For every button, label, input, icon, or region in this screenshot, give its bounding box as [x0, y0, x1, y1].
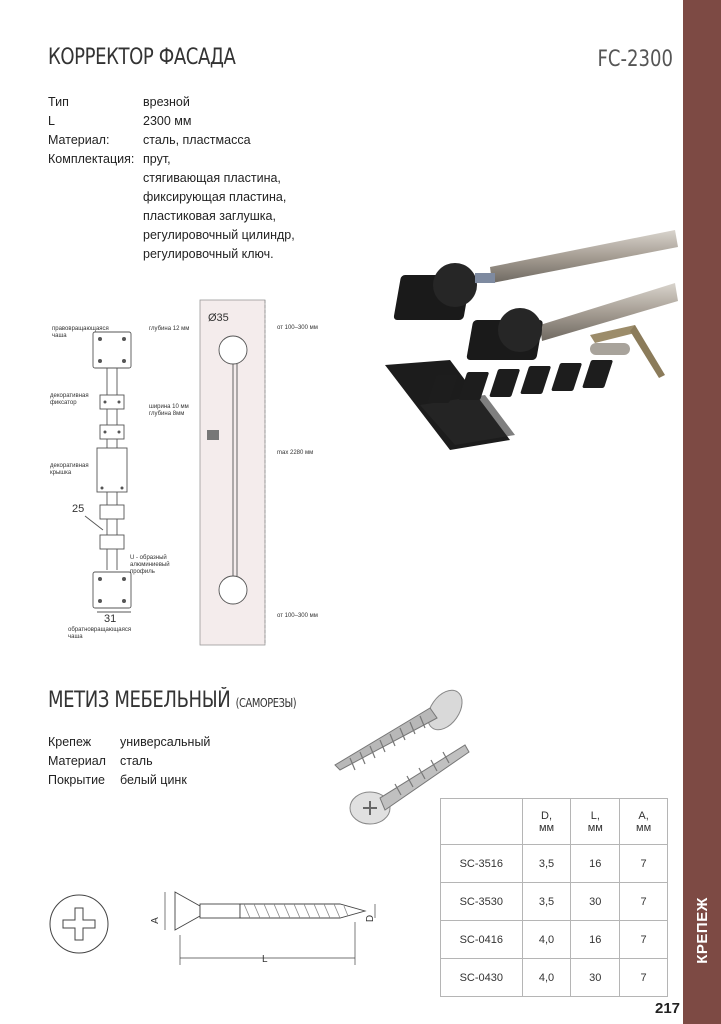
- table-cell: SC-3516: [441, 845, 523, 883]
- table-cell: 3,5: [522, 883, 571, 921]
- label-line: крышка: [50, 470, 72, 476]
- table-cell: 7: [620, 883, 668, 921]
- spec-value: белый цинк: [120, 773, 187, 787]
- section-title-fasteners: [48, 688, 296, 713]
- table-cell: 16: [571, 845, 620, 883]
- page-number: 217: [655, 1000, 681, 1017]
- table-cell: SC-0416: [441, 921, 523, 959]
- label-line: декоративная: [50, 393, 89, 399]
- table-row: [441, 921, 668, 959]
- table-cell: SC-3530: [441, 883, 523, 921]
- label-line: глубина 8мм: [149, 411, 185, 417]
- spec-key: Материал: [48, 754, 106, 768]
- bracket-lower-disc: [498, 308, 542, 352]
- table-cell: 7: [620, 959, 668, 997]
- sidebar-band: [683, 0, 721, 1024]
- dim-d-label: D: [365, 914, 377, 923]
- schematic-right: [195, 295, 270, 655]
- table-row: [441, 959, 668, 997]
- max-length-label: max 2280 мм: [277, 450, 314, 456]
- table-row: [441, 845, 668, 883]
- label-line: U - образный: [130, 555, 167, 561]
- label-top-plate: [52, 326, 122, 340]
- header-unit: мм: [636, 821, 652, 834]
- schematic-left: [45, 320, 195, 650]
- phillips-head-icon: [48, 893, 110, 955]
- table-cell: 30: [571, 959, 620, 997]
- bottom-range-label: от 100–300 мм: [277, 613, 318, 619]
- spec-value: сталь: [120, 754, 153, 768]
- table-header-cell: [571, 799, 620, 845]
- corrector-specs: [48, 93, 348, 263]
- kit-item: регулировочный ключ.: [143, 247, 274, 261]
- label-line: профиль: [130, 569, 155, 575]
- table-header-cell: [441, 799, 523, 845]
- fastener-specs: [48, 733, 308, 793]
- rod-upper-thread: [475, 273, 495, 283]
- spec-key: Крепеж: [48, 735, 92, 749]
- rod-upper: [490, 230, 678, 283]
- label-line: чаша: [52, 333, 67, 339]
- kit-item: пластиковая заглушка,: [143, 209, 276, 223]
- dim-a-label: A: [149, 917, 161, 924]
- spec-value: прут,: [143, 152, 171, 166]
- table-cell: 3,5: [522, 845, 571, 883]
- spec-key: L: [48, 114, 55, 128]
- spec-key: Комплектация:: [48, 152, 135, 166]
- label-profile: [130, 555, 190, 576]
- dim-l-label: L: [262, 954, 268, 965]
- sidebar-label-text: КРЕПЕЖ: [693, 896, 711, 964]
- table-cell: 4,0: [522, 959, 571, 997]
- label-fixer: [50, 393, 110, 407]
- section-title-main: МЕТИЗ МЕБЕЛЬНЫЙ: [48, 688, 231, 713]
- section-title-corrector: КОРРЕКТОР ФАСАДА: [48, 45, 236, 70]
- kit-item: фиксирующая пластина,: [143, 190, 287, 204]
- spec-value: сталь, пластмасса: [143, 133, 251, 147]
- depth-label: глубина 12 мм: [149, 326, 190, 332]
- table-cell: 7: [620, 921, 668, 959]
- table-header-cell: [620, 799, 668, 845]
- header-unit: мм: [587, 821, 603, 834]
- label-bottom-plate: [68, 627, 158, 641]
- kit-item: регулировочный цилиндр,: [143, 228, 295, 242]
- header-sym: D,: [541, 809, 553, 822]
- bracket-upper-disc: [433, 263, 477, 307]
- adjust-key-handle: [630, 325, 665, 378]
- label-cover: [50, 463, 110, 477]
- spec-key: Материал:: [48, 133, 110, 147]
- label-line: обратновращающаяся: [68, 627, 132, 633]
- label-line: чаша: [68, 634, 83, 640]
- table-row: [441, 883, 668, 921]
- spec-key: Покрытие: [48, 773, 106, 787]
- header-sym: A,: [638, 809, 649, 822]
- groove-label: [149, 404, 189, 418]
- header-unit: мм: [538, 821, 555, 834]
- label-line: алюминиевый: [130, 562, 170, 568]
- sidebar-label: [683, 880, 721, 980]
- label-line: фиксатор: [50, 400, 77, 406]
- corrector-kit-photo: [380, 225, 680, 475]
- section-title-sub: (САМОРЕЗЫ): [235, 696, 297, 710]
- table-cell: 4,0: [522, 921, 571, 959]
- label-line: декоративная: [50, 463, 89, 469]
- screw-spec-table: [440, 798, 668, 997]
- spec-value: врезной: [143, 95, 190, 109]
- table-cell: 7: [620, 845, 668, 883]
- adjust-cylinder: [590, 343, 630, 355]
- header-sym: L,: [590, 809, 600, 822]
- dim-31: 31: [104, 613, 117, 625]
- spec-key: Тип: [48, 95, 69, 109]
- diameter-label: Ø35: [208, 312, 229, 324]
- top-range-label: от 100–300 мм: [277, 325, 318, 331]
- table-cell: 30: [571, 883, 620, 921]
- table-header-cell: [522, 799, 571, 845]
- table-cell: 16: [571, 921, 620, 959]
- label-line: правовращающаяся: [52, 326, 109, 332]
- kit-item: стягивающая пластина,: [143, 171, 281, 185]
- adjust-key-icon: [590, 325, 635, 343]
- table-cell: SC-0430: [441, 959, 523, 997]
- spec-value: универсальный: [120, 735, 211, 749]
- groove-mark: [207, 430, 219, 440]
- label-line: ширина 10 мм: [149, 404, 189, 410]
- dim-25: 25: [72, 503, 85, 515]
- model-code: FC-2300: [597, 47, 673, 72]
- table-header-row: [441, 799, 668, 845]
- spec-value: 2300 мм: [143, 114, 192, 128]
